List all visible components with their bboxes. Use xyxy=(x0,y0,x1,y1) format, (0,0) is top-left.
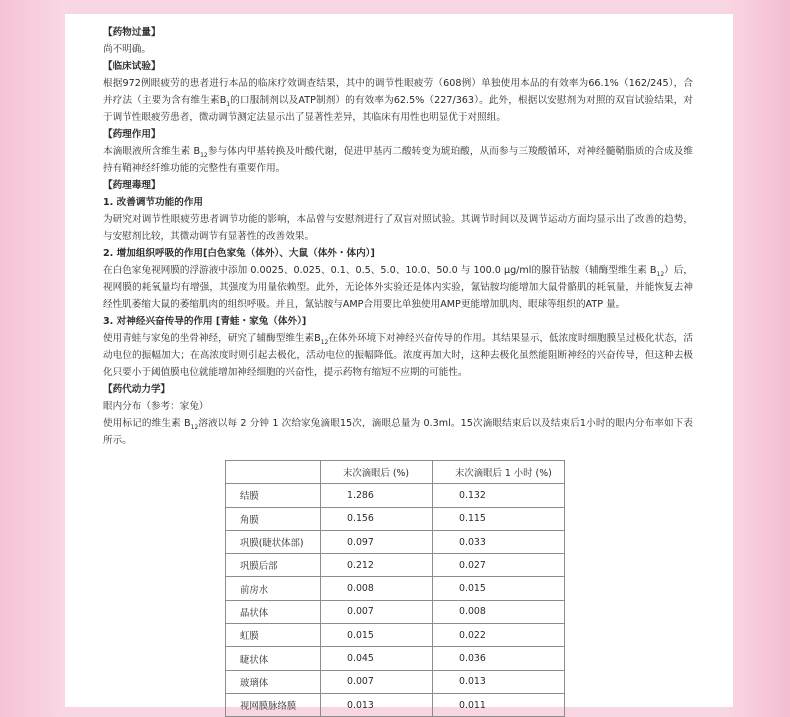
table-cell-value: 0.008 xyxy=(321,577,433,600)
toxicology-title: 【药理毒理】 xyxy=(103,180,161,191)
table-header-after-last-dose: 末次滴眼后 (%) xyxy=(321,461,433,484)
pharmacokinetics-subscript: 12 xyxy=(190,423,199,431)
table-cell-value: 0.008 xyxy=(433,600,565,623)
table-cell-tissue: 角膜 xyxy=(226,507,321,530)
table-row xyxy=(226,624,565,647)
table-cell-tissue: 睫状体 xyxy=(226,647,321,670)
table-cell-tissue: 结膜 xyxy=(226,484,321,507)
table-cell-tissue: 巩膜(睫状体部) xyxy=(226,530,321,553)
toxicology-item3-part1: 使用青蛙与家兔的坐骨神经，研究了辅酶型维生素B xyxy=(103,333,321,344)
table-cell-value: 0.212 xyxy=(321,554,433,577)
document-content xyxy=(103,24,693,449)
table-row xyxy=(226,507,565,530)
table-cell-value: 0.007 xyxy=(321,600,433,623)
table-cell-value: 0.022 xyxy=(433,624,565,647)
toxicology-item2-part2: ）后，视网膜的耗氧量均有增强，其强度为用量依赖型。此外，无论体外实验还是体内实验，氰钴胺均能增加大鼠骨骼肌的耗氧量，并能恢复去神经性肌萎缩大鼠的萎缩肌肉的组织呼吸。并且，氰钴胺与AMP合用要比单独使用AMP更能增加肌肉、眼球等组织的ATP 量。 xyxy=(103,265,694,310)
overdose-text: 尚不明确。 xyxy=(103,44,151,55)
toxicology-item2-title: 2. 增加组织呼吸的作用[白色家兔（体外）、大鼠（体外・体内）] xyxy=(103,248,375,259)
toxicology-item3-text xyxy=(103,330,693,381)
table-cell-value: 0.097 xyxy=(321,530,433,553)
table-cell-value: 0.011 xyxy=(433,693,565,716)
table-cell-value: 0.033 xyxy=(433,530,565,553)
table-header-one-hour-after: 末次滴眼后 1 小时 (%) xyxy=(433,461,565,484)
table-row xyxy=(226,577,565,600)
toxicology-item3-subscript: 12 xyxy=(320,338,329,346)
toxicology-item3-title: 3. 对神经兴奋传导的作用 [青蛙・家兔（体外）] xyxy=(103,316,307,327)
table-cell-value: 0.013 xyxy=(433,670,565,693)
table-cell-tissue: 虹膜 xyxy=(226,624,321,647)
table-row xyxy=(226,647,565,670)
table-cell-value: 0.015 xyxy=(433,577,565,600)
table-cell-value: 0.007 xyxy=(321,670,433,693)
table-cell-tissue: 前房水 xyxy=(226,577,321,600)
table-cell-tissue: 视网膜脉络膜 xyxy=(226,693,321,716)
pharmacology-text xyxy=(103,143,693,177)
clinical-text-part2: 的口服制剂以及ATP制剂）的有效率为62.5%（227/363）。此外，根据以安慰剂为对照的双盲试验结果，对于调节性眼疲劳患者，微动调节测定法显示出了显著性差异，其临床有用性也明显优于对照组。 xyxy=(103,95,693,123)
toxicology-item3-part2: 在体外环境下对神经兴奋传导的作用。其结果显示，低浓度时细胞膜呈过极化状态，活动电位的振幅加大；在高浓度时则引起去极化，活动电位的振幅降低。浓度再加大时，这种去极化虽然能阻断神经的兴奋传导，但这种去极化只要小于阈值膜电位就能增加神经细胞的兴奋性，提示药物有缩短不应期的可能性。 xyxy=(103,333,693,378)
toxicology-item2-text xyxy=(103,262,693,313)
table-cell-tissue: 晶状体 xyxy=(226,600,321,623)
table-cell-value: 0.027 xyxy=(433,554,565,577)
pharmacokinetics-line1: 眼内分布（参考：家兔） xyxy=(103,401,209,412)
table-cell-tissue: 玻璃体 xyxy=(226,670,321,693)
pharmacokinetics-text-part2: 溶液以每 2 分钟 1 次给家兔滴眼15次，滴眼总量为 0.3ml。15次滴眼结束后以及结束后1小时的眼内分布率如下表所示。 xyxy=(103,418,693,446)
clinical-subscript: 1 xyxy=(226,100,231,108)
table-cell-value: 0.045 xyxy=(321,647,433,670)
clinical-text xyxy=(103,75,693,126)
clinical-title: 【临床试验】 xyxy=(103,61,161,72)
table-header-tissue xyxy=(226,461,321,484)
pharmacology-title: 【药理作用】 xyxy=(103,129,161,140)
toxicology-item2-subscript: 12 xyxy=(656,270,665,278)
table-row xyxy=(226,484,565,507)
table-row xyxy=(226,693,565,716)
pharmacology-subscript: 12 xyxy=(200,151,208,159)
table-cell-value: 1.286 xyxy=(321,484,433,507)
toxicology-item1-title: 1. 改善调节功能的作用 xyxy=(103,197,204,208)
document-page xyxy=(65,14,733,713)
table-row xyxy=(226,554,565,577)
toxicology-item2-part1: 在白色家兔视网膜的浮游液中添加 0.0025、0.025、0.1、0.5、5.0、10.0、50.0 与 100.0 μg/ml的腺苷钴胺（辅酶型维生素 B xyxy=(103,265,657,276)
clinical-text-part1: 根据972例眼疲劳的患者进行本品的临床疗效调查结果，其中的调节性眼疲劳（608例）单独使用本品的有效率为66.1%（162/245），合并疗法（主要为含有维生素B xyxy=(103,78,693,106)
table-cell-value: 0.132 xyxy=(433,484,565,507)
table-row xyxy=(226,530,565,553)
table-row xyxy=(226,670,565,693)
pharmacokinetics-text-part1: 使用标记的维生素 B xyxy=(103,418,191,429)
overdose-title: 【药物过量】 xyxy=(103,27,161,38)
table-cell-value: 0.036 xyxy=(433,647,565,670)
pharmacokinetics-text xyxy=(103,415,693,449)
pharmacology-text-part2: 参与体内甲基转换及叶酸代谢，促进甲基丙二酸转变为琥珀酸，从而参与三羧酸循环，对神经髓鞘脂质的合成及维持有鞘神经纤维功能的完整性有重要作用。 xyxy=(103,146,693,174)
pharmacology-text-part1: 本滴眼液所含维生素 B xyxy=(103,146,201,157)
table-cell-value: 0.115 xyxy=(433,507,565,530)
toxicology-item1-text: 为研究对调节性眼疲劳患者调节功能的影响，本品曾与安慰剂进行了双盲对照试验。其调节时间以及调节运动方面均显示出了改善的趋势，与安慰剂比较，其微动调节有显著性的改善效果。 xyxy=(103,214,693,242)
table-cell-tissue: 巩膜后部 xyxy=(226,554,321,577)
table-row xyxy=(226,600,565,623)
table-cell-value: 0.156 xyxy=(321,507,433,530)
table-cell-value: 0.015 xyxy=(321,624,433,647)
pharmacokinetics-title: 【药代动力学】 xyxy=(103,384,171,395)
table-header-row xyxy=(226,461,565,484)
table-cell-value: 0.013 xyxy=(321,693,433,716)
eye-distribution-table xyxy=(225,460,565,717)
